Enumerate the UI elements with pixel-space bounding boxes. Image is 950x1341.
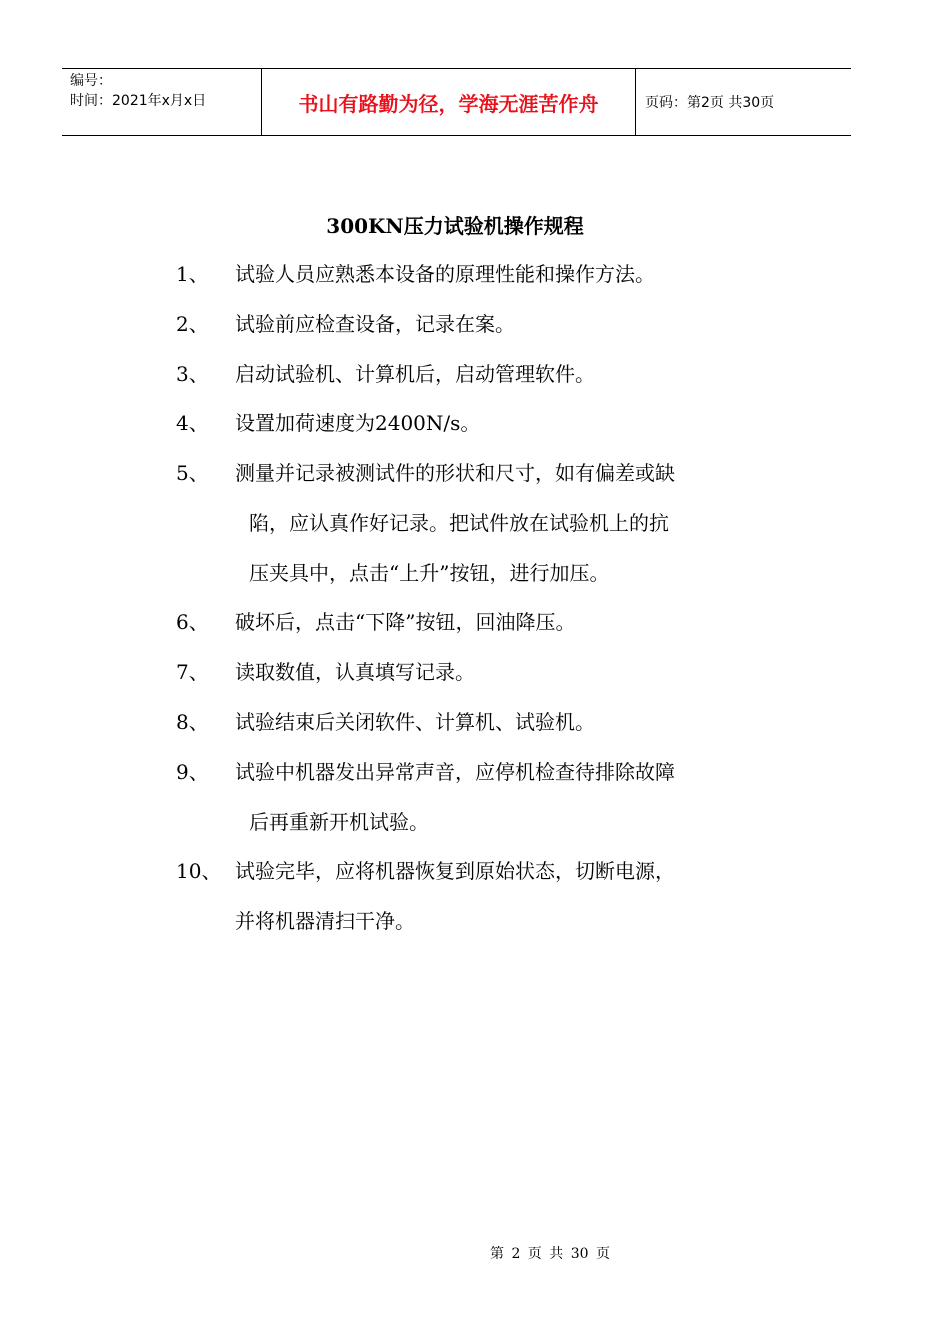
list-item-number: 9、 [176, 760, 209, 784]
list-item-continuation: 压夹具中，点击“上升”按钮，进行加压。 [249, 561, 610, 585]
document-time-label: 时间：2021年x月x日 [70, 93, 207, 109]
list-item-number: 2、 [176, 312, 209, 336]
list-item [176, 846, 675, 896]
list-item-text: 试验中机器发出异常声音，应停机检查待排除故障 [235, 760, 675, 784]
list-item [176, 349, 595, 399]
list-item-text: 启动试验机、计算机后，启动管理软件。 [235, 362, 595, 386]
list-item-text: 试验完毕，应将机器恢复到原始状态，切断电源， [235, 859, 675, 883]
list-item-text: 读取数值，认真填写记录。 [235, 660, 475, 684]
header-motto: 书山有路勤为径，学海无涯苦作舟 [298, 91, 599, 116]
list-item-text: 试验人员应熟悉本设备的原理性能和操作方法。 [235, 262, 655, 286]
list-item-number: 3、 [176, 362, 209, 386]
document-title: 300KN压力试验机操作规程 [326, 214, 584, 238]
list-item-number: 1、 [176, 262, 209, 286]
list-item [176, 747, 675, 797]
list-item-continuation: 并将机器清扫干净。 [235, 909, 415, 933]
list-item-text: 试验前应检查设备，记录在案。 [235, 312, 515, 336]
list-item [176, 299, 515, 349]
list-item-number: 5、 [176, 461, 209, 485]
header-page-cell [636, 69, 851, 135]
list-item-text: 测量并记录被测试件的形状和尺寸，如有偏差或缺 [235, 461, 675, 485]
list-item-text: 试验结束后关闭软件、计算机、试验机。 [235, 710, 595, 734]
list-item [176, 398, 480, 448]
list-item-text: 破坏后，点击“下降”按钮，回油降压。 [235, 610, 576, 634]
list-item [176, 647, 475, 697]
header-motto-cell [262, 69, 636, 135]
list-item-text: 设置加荷速度为2400N/s。 [235, 411, 481, 435]
list-item-number: 10、 [176, 859, 222, 883]
header-page-info: 页码：第2页 共30页 [645, 95, 775, 111]
list-item-continuation: 陷，应认真作好记录。把试件放在试验机上的抗 [249, 511, 669, 535]
list-item-continuation: 后再重新开机试验。 [249, 810, 429, 834]
list-item-number: 6、 [176, 610, 209, 634]
list-item [176, 597, 575, 647]
document-number-label: 编号： [70, 73, 112, 89]
list-item-number: 7、 [176, 660, 209, 684]
header-meta-cell [62, 69, 262, 135]
list-item-number: 8、 [176, 710, 209, 734]
list-item [176, 448, 675, 498]
list-item-number: 4、 [176, 411, 209, 435]
list-item [176, 697, 595, 747]
page-footer: 第 2 页 共 30 页 [490, 1246, 610, 1262]
list-item [176, 249, 655, 299]
document-header [62, 68, 851, 136]
